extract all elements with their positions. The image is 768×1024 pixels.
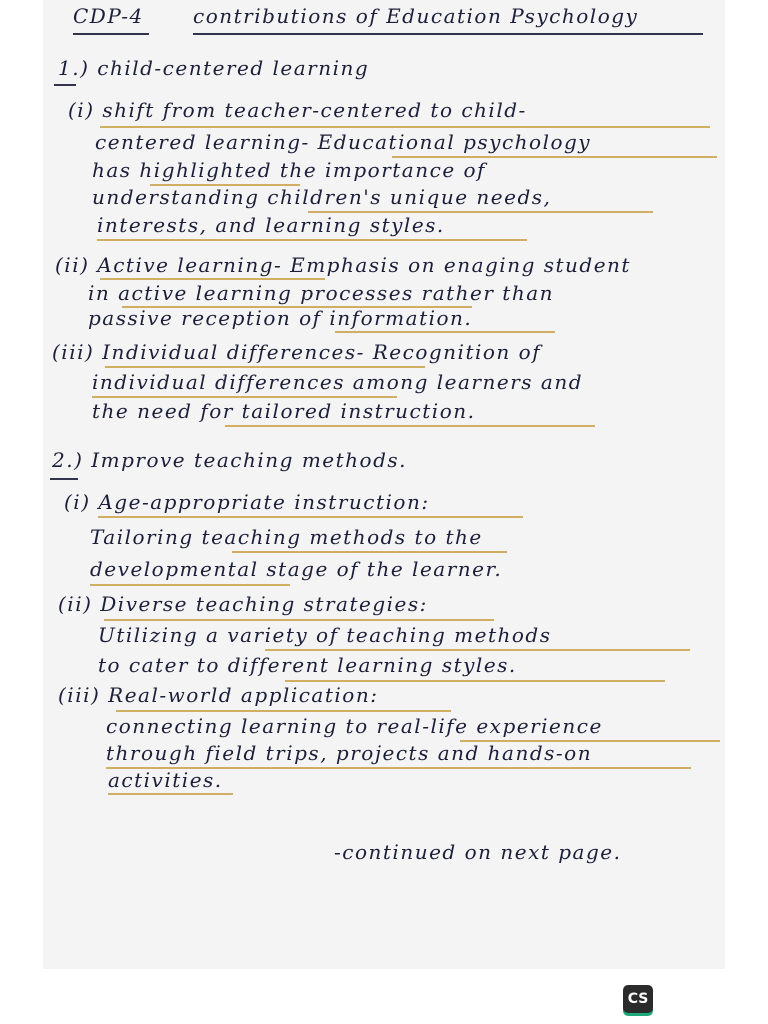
heading-mark: [54, 84, 76, 86]
highlight-line: [90, 584, 290, 586]
text-line: (iii) Real-world application:: [58, 683, 379, 707]
page-code: CDP-4: [73, 4, 144, 28]
text-line: (ii) Diverse teaching strategies:: [58, 592, 428, 616]
highlight-line: [225, 425, 595, 427]
text-line: Utilizing a variety of teaching methods: [98, 623, 552, 647]
camscanner-logo: [623, 985, 653, 1013]
highlight-line: [105, 366, 425, 368]
heading-mark: [50, 478, 78, 480]
highlight-line: [100, 278, 325, 280]
text-line: understanding children's unique needs,: [92, 185, 552, 209]
text-line: passive reception of information.: [88, 306, 473, 330]
text-line: connecting learning to real-life experience: [106, 714, 603, 738]
highlight-line: [104, 619, 494, 621]
text-line: the need for tailored instruction.: [92, 399, 476, 423]
highlight-line: [265, 649, 690, 651]
highlight-line: [97, 239, 527, 241]
text-line: (i) shift from teacher-centered to child-: [68, 98, 527, 122]
page-title: contributions of Education Psychology: [193, 4, 639, 28]
highlight-line: [92, 396, 397, 398]
highlight-line: [98, 516, 523, 518]
text-line: developmental stage of the learner.: [90, 557, 503, 581]
section-heading: 1.) child-centered learning: [58, 56, 370, 80]
text-line: activities.: [108, 768, 223, 792]
logo-text: CS: [627, 991, 649, 1007]
text-line: (iii) Individual differences- Recognition of: [52, 340, 542, 364]
text-line: (ii) Active learning- Emphasis on enaging student: [55, 253, 631, 277]
text-line: in active learning processes rather than: [88, 281, 555, 305]
page-code-underline: [73, 33, 149, 35]
highlight-line: [100, 126, 710, 128]
highlight-line: [285, 680, 665, 682]
text-line: individual differences among learners and: [92, 370, 584, 394]
text-line: centered learning- Educational psychology: [95, 130, 592, 154]
text-line: Tailoring teaching methods to the: [90, 525, 483, 549]
text-line: through field trips, projects and hands-on: [106, 741, 593, 765]
highlight-line: [116, 710, 451, 712]
section-heading: 2.) Improve teaching methods.: [52, 448, 408, 472]
continued-note: -continued on next page.: [334, 840, 622, 864]
text-line: has highlighted the importance of: [92, 158, 486, 182]
text-line: (i) Age-appropriate instruction:: [64, 490, 430, 514]
highlight-line: [108, 793, 233, 795]
highlight-line: [335, 331, 555, 333]
highlight-line: [232, 551, 507, 553]
text-line: to cater to different learning styles.: [98, 653, 517, 677]
text-line: interests, and learning styles.: [97, 213, 445, 237]
page-title-underline: [193, 33, 703, 35]
